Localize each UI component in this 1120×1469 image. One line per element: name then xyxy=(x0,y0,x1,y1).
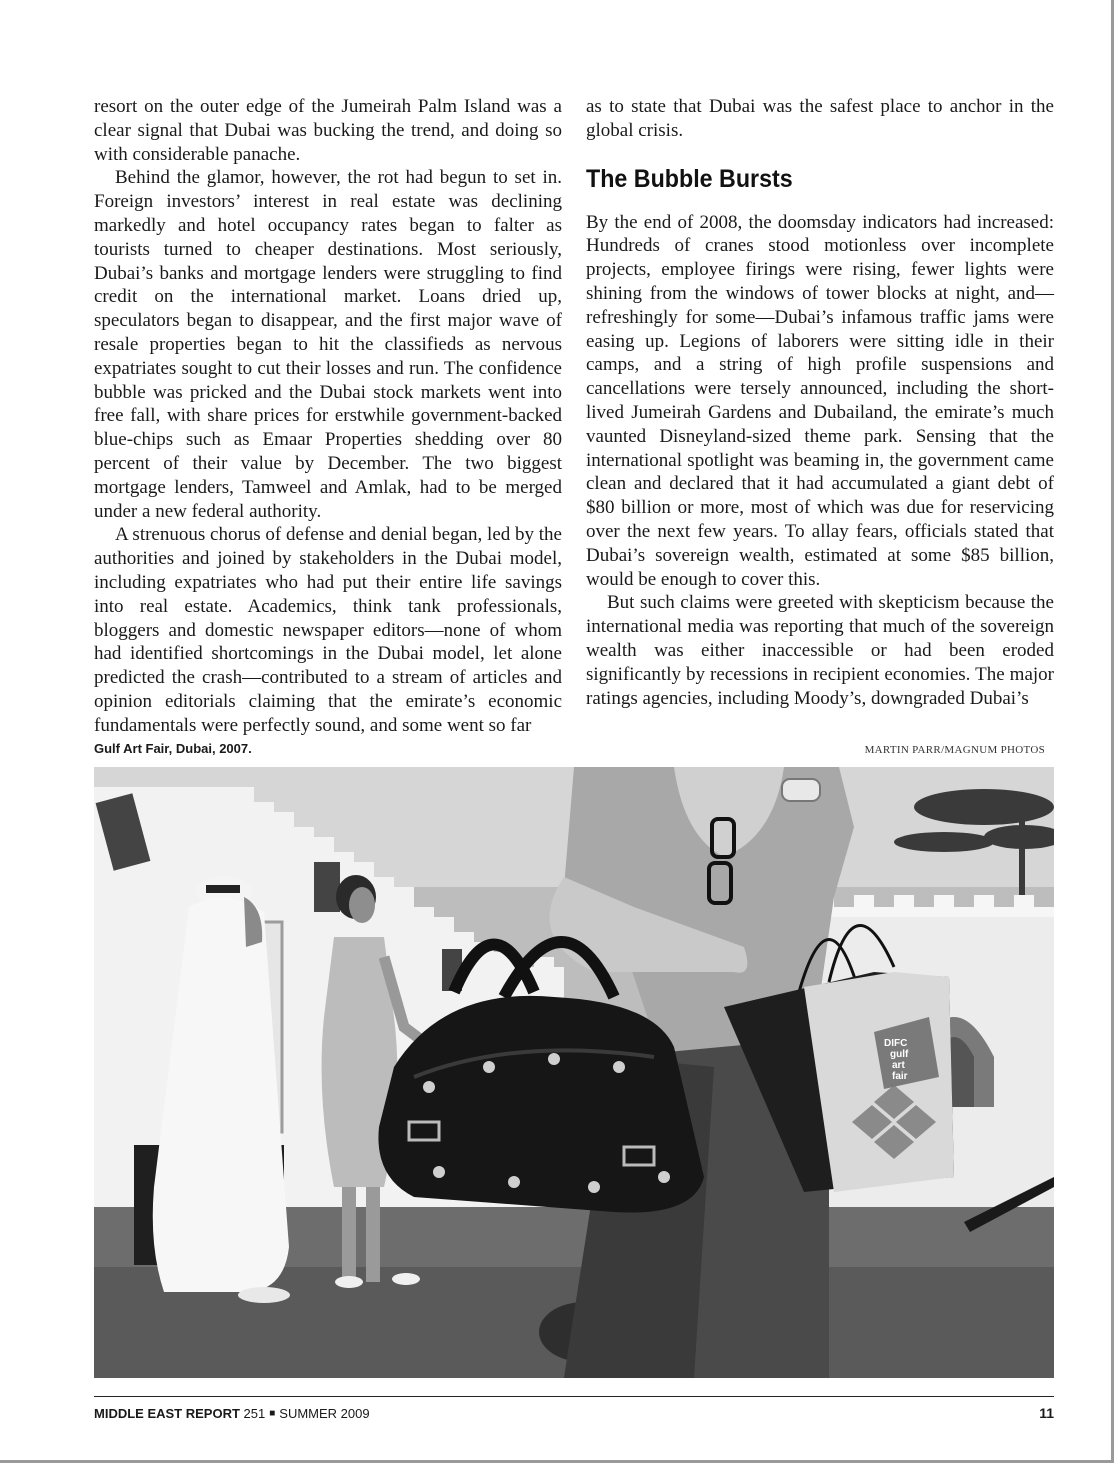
paragraph: as to state that Dubai was the safest place to anchor in the global crisis. xyxy=(586,96,1054,141)
magazine-name: MIDDLE EAST REPORT xyxy=(94,1405,240,1421)
article-right-column xyxy=(586,95,1054,710)
photo-caption: Gulf Art Fair, Dubai, 2007. xyxy=(94,741,252,756)
issue-number: 251 xyxy=(243,1405,266,1421)
paragraph: resort on the outer edge of the Jumeirah Palm Island was a clear signal that Dubai was bucking the trend, and doing so with considerable panache. xyxy=(94,96,562,165)
paragraph: By the end of 2008, the doomsday indicators had increased: Hundreds of cranes stood motionless over incomplete projects, employee firings were rising, fewer lights were shining from the windows of tower blocks at night, and—refreshingly for some—Dubai’s infamous traffic jams were easing up. Legions of laborers were sitting idle in their camps, and a string of high profile suspensions and cancellations were tersely announced, including the short-lived Jumeirah Gardens and Dubailand, the emirate’s much vaunted Disneyland-sized theme park. Sensing that the international spotlight was beaming in, the government came clean and declared that it had accumulated a giant debt of $80 billion or more, most of which was due for reservicing over the next few years. To allay fears, officials stated that Dubai’s sovereign wealth, estimated at some $85 billion, would be enough to cover this. xyxy=(586,211,1054,590)
article-photo xyxy=(94,767,1054,1378)
article-left-column xyxy=(94,95,562,738)
paragraph: Behind the glamor, however, the rot had begun to set in. Foreign investors’ interest in real estate was declining markedly and hotel occupancy rates began to falter as tourists turned to cheaper destinations. Most seriously, Dubai’s banks and mortgage lenders were struggling to find credit on the international market. Loans dried up, speculators began to disappear, and the first major wave of resale properties began to hit the classifieds as nervous expatriates sought to cut their losses and run. The confidence bubble was pricked and the Dubai stock markets went into free fall, with share prices for erstwhile government-backed blue-chips such as Emaar Properties shedding over 80 percent of their value by December. The two biggest mortgage lenders, Tamweel and Amlak, had to be merged under a new federal authority. xyxy=(94,167,562,522)
paragraph: A strenuous chorus of defense and denial began, led by the authorities and joined by stakeholders in the Dubai model, including expatriates who had put their entire life savings into real estate. Academics, think tank professionals, bloggers and domestic newspaper editors—none of whom had identified shortcomings in the Dubai model, let alone predicted the crash—contributed to a stream of articles and opinion editorials claiming that the emirate’s economic fundamentals were perfectly sound, and some went so far xyxy=(94,524,562,736)
paragraph: But such claims were greeted with skepticism because the international media was reporting that much of the sovereign wealth was either inaccessible or had been eroded significantly by recessions in recipient economies. The major ratings agencies, including Moody’s, downgraded Dubai’s xyxy=(586,592,1054,709)
bag-logo-line: fair xyxy=(892,1071,908,1082)
bag-logo-line: gulf xyxy=(890,1049,909,1060)
bag-logo-line: DIFC xyxy=(884,1038,908,1049)
separator-square-icon: ■ xyxy=(269,1407,276,1419)
footer-rule xyxy=(94,1396,1054,1397)
photo-credit: MARTIN PARR/MAGNUM PHOTOS xyxy=(864,744,1045,756)
section-heading: The Bubble Bursts xyxy=(586,164,793,193)
issue-season: SUMMER 2009 xyxy=(279,1405,370,1421)
bag-logo-line: art xyxy=(892,1060,905,1071)
page-footer xyxy=(94,1405,1054,1421)
page-number: 11 xyxy=(1039,1405,1054,1421)
